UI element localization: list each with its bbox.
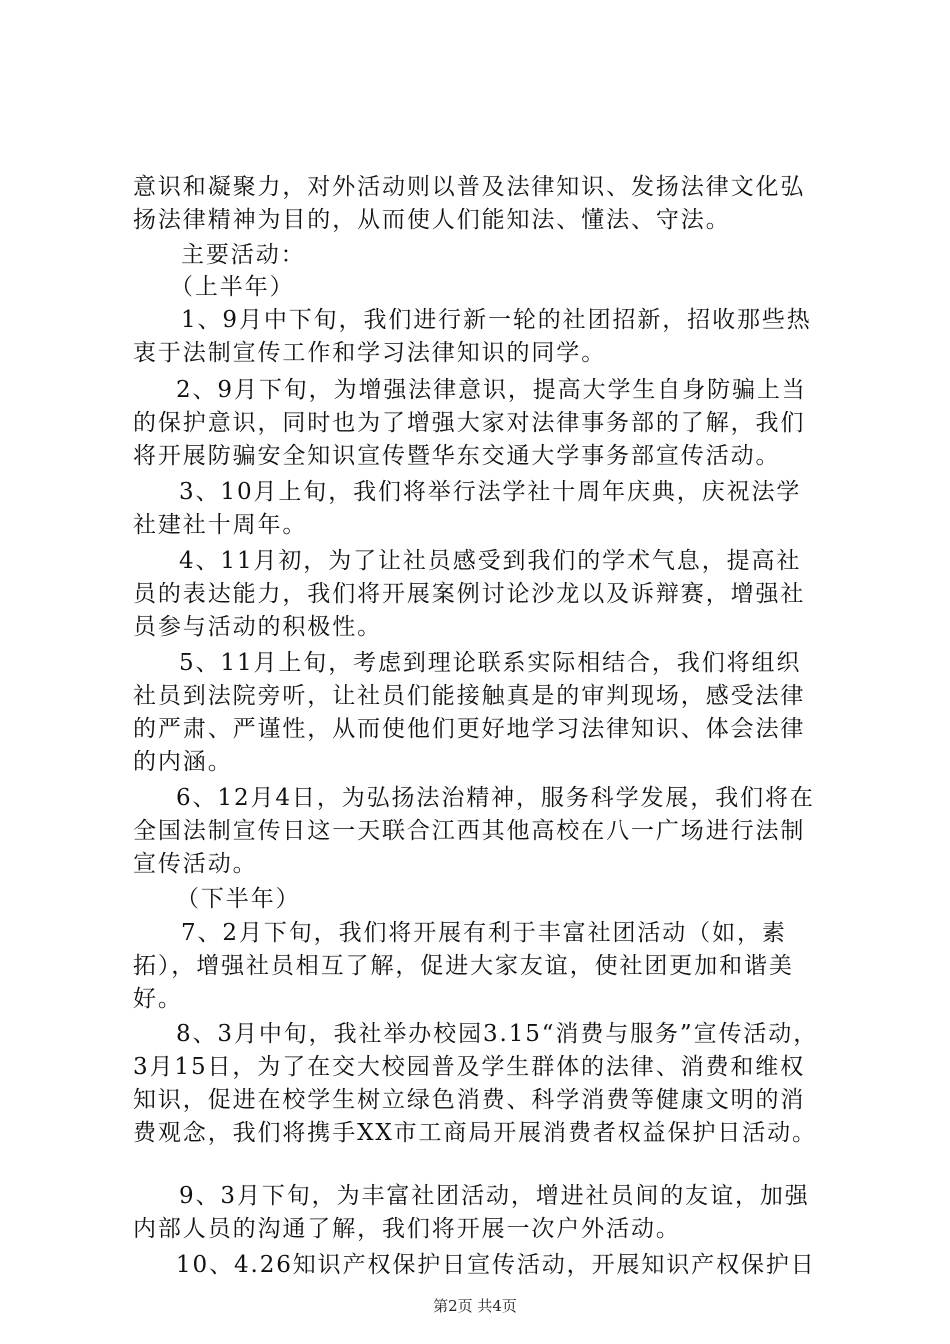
section-subheading: （上半年） <box>170 274 295 300</box>
paragraph-line: 9、3月下旬，为丰富社团活动，增进社员间的友谊，加强 <box>179 1183 810 1209</box>
paragraph-line: 员的表达能力，我们将开展案例讨论沙龙以及诉辩赛，增强社 <box>133 581 806 607</box>
paragraph-line: 5、11月上旬，考虑到理论联系实际相结合，我们将组织 <box>179 650 802 676</box>
paragraph-line: 衷于法制宣传工作和学习法律知识的同学。 <box>133 340 607 366</box>
paragraph-line: 10、4.26知识产权保护日宣传活动，开展知识产权保护日 <box>176 1252 816 1278</box>
paragraph-line: 意识和凝聚力，对外活动则以普及法律知识、发扬法律文化弘 <box>133 174 806 200</box>
paragraph-line: 社员到法院旁听，让社员们能接触真是的审判现场，感受法律 <box>133 683 806 709</box>
paragraph-line: 知识，促进在校学生树立绿色消费、科学消费等健康文明的消 <box>133 1087 806 1113</box>
paragraph-line: 员参与活动的积极性。 <box>133 614 382 640</box>
paragraph-line: 3、10月上旬，我们将举行法学社十周年庆典，庆祝法学 <box>179 479 802 505</box>
section-subheading: （下半年） <box>176 886 301 912</box>
paragraph-line: 社建社十周年。 <box>133 512 308 538</box>
paragraph-line: 费观念，我们将携手XX市工商局开展消费者权益保护日活动。 <box>133 1120 817 1146</box>
paragraph-line: 7、2月下旬，我们将开展有利于丰富社团活动（如，素 <box>181 920 787 946</box>
page-number-footer: 第2页 共4页 <box>433 1297 517 1315</box>
paragraph-line: 3月15日，为了在交大校园普及学生群体的法律、消费和维权 <box>133 1054 806 1080</box>
paragraph-line: 拓），增强社员相互了解，促进大家友谊，使社团更加和谐美 <box>133 953 794 979</box>
paragraph-line: 4、11月初，为了让社员感受到我们的学术气息，提高社 <box>179 548 802 574</box>
paragraph-line: 将开展防骗安全知识宣传暨华东交通大学事务部宣传活动。 <box>133 443 781 469</box>
paragraph-line: 全国法制宣传日这一天联合江西其他高校在八一广场进行法制 <box>133 818 806 844</box>
paragraph-line: 扬法律精神为目的，从而使人们能知法、懂法、守法。 <box>133 207 731 233</box>
paragraph-line: 内部人员的沟通了解，我们将开展一次户外活动。 <box>133 1216 681 1242</box>
paragraph-line: 8、3月中旬，我社举办校园3.15“消费与服务”宣传活动， <box>176 1021 819 1047</box>
paragraph-line: 的严肃、严谨性，从而使他们更好地学习法律知识、体会法律 <box>133 716 806 742</box>
paragraph-line: 的保护意识，同时也为了增强大家对法律事务部的了解，我们 <box>133 410 806 436</box>
paragraph-line: 宣传活动。 <box>133 851 258 877</box>
paragraph-line: 2、9月下旬，为增强法律意识，提高大学生自身防骗上当 <box>176 377 807 403</box>
paragraph-line: 的内涵。 <box>133 749 233 775</box>
section-heading: 主要活动： <box>181 242 306 268</box>
paragraph-line: 6、12月4日，为弘扬法治精神，服务科学发展，我们将在 <box>176 785 815 811</box>
paragraph-line: 好。 <box>133 986 183 1012</box>
paragraph-line: 1、9月中下旬，我们进行新一轮的社团招新，招收那些热 <box>181 307 812 333</box>
